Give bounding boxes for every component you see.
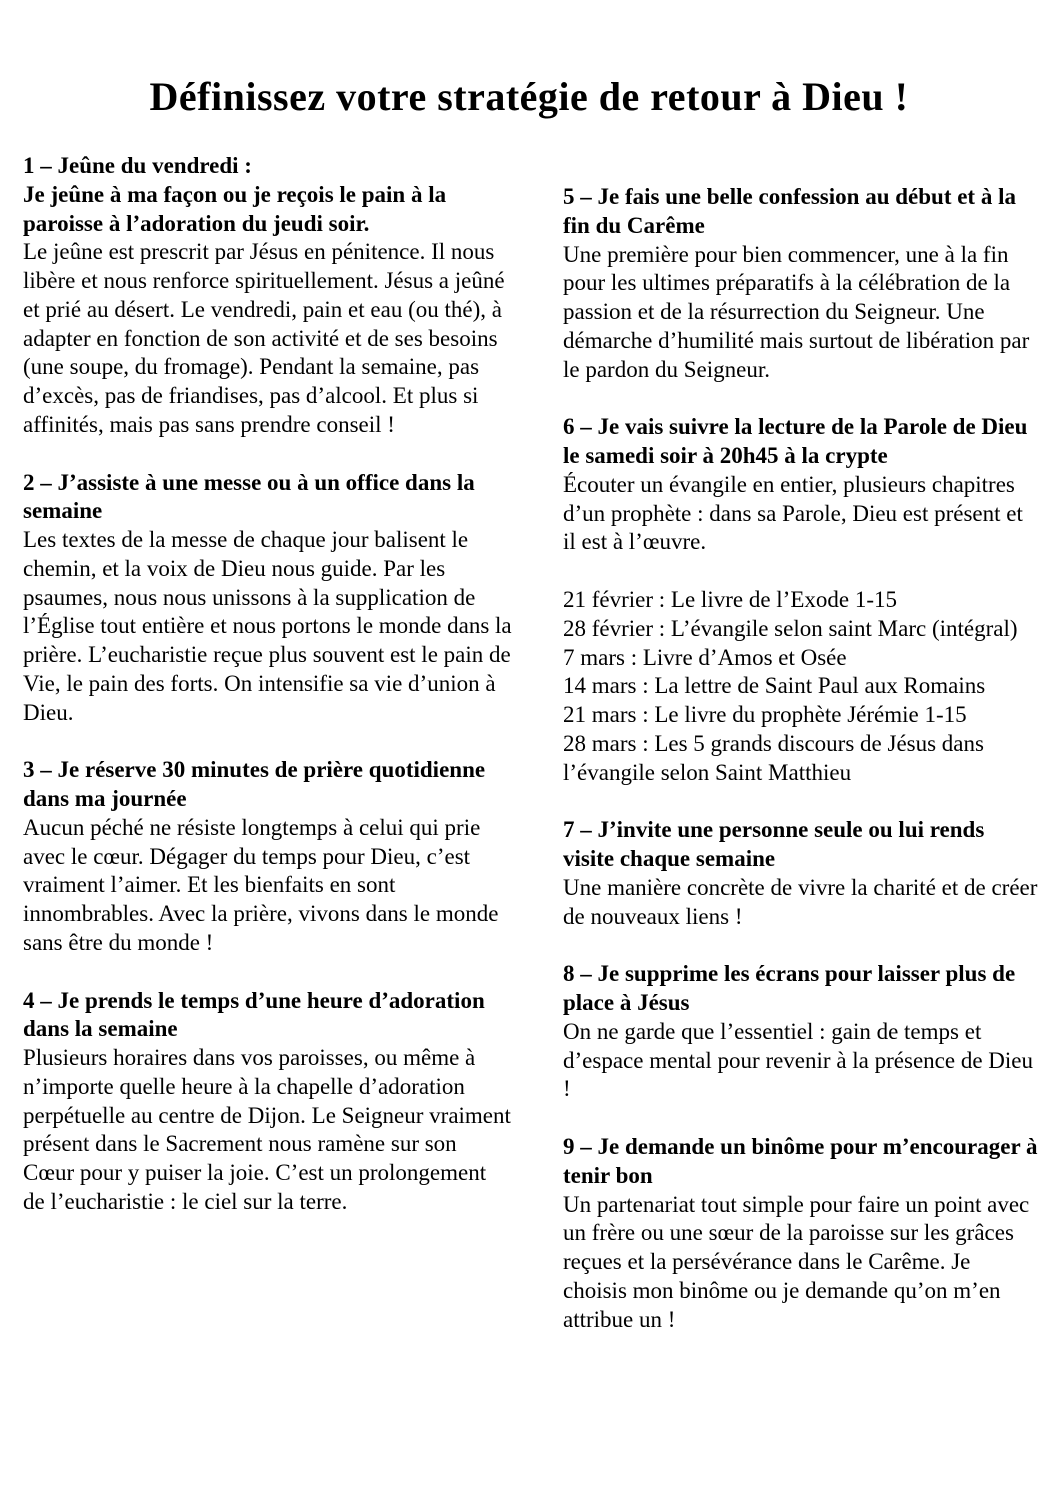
schedule-line: 21 mars : Le livre du prophète Jérémie 1-15 [563, 702, 967, 727]
section-1-heading: 1 – Jeûne du vendredi : [23, 153, 252, 178]
schedule-line: 14 mars : La lettre de Saint Paul aux Romains [563, 673, 986, 699]
section-1-subheading: Je jeûne à ma façon ou je reçois le pain à la paroisse à l’adoration du jeudi soir. [23, 181, 447, 236]
section-3-body: Aucun péché ne résiste longtemps à celui qui prie avec le cœur. Dégager du temps pour Dieu, c’est vraiment l’aimer. Et les bienfaits en sont innombrables. Avec la prière, vivons dans le monde sans être du monde ! [23, 814, 499, 955]
section-7-body: Une manière concrète de vivre la charité et de créer de nouveaux liens ! [563, 874, 1038, 929]
schedule-line: 7 mars : Livre d’Amos et Osée [563, 644, 847, 670]
section-5-heading: 5 – Je fais une belle confession au début et à la fin du Carême [563, 184, 1016, 238]
section-4-heading: 4 – Je prends le temps d’une heure d’adoration dans la semaine [23, 987, 485, 1042]
section-5 [563, 183, 1040, 384]
section-1 [23, 152, 513, 440]
section-1-body: Le jeûne est prescrit par Jésus en pénitence. Il nous libère et nous renforce spirituellement. Jésus a jeûné et prié au désert. Le vendredi, pain et eau (ou thé), à adapter en fonction de son activité et de ses besoins (une soupe, du fromage). Pendant la semaine, pas d’excès, pas de friandises, pas d’alcool. Et plus si affinités, mais pas sans prendre conseil ! [23, 239, 505, 437]
reading-schedule [563, 586, 1040, 787]
section-9 [563, 1133, 1040, 1334]
section-4 [23, 987, 513, 1217]
section-9-heading: 9 – Je demande un binôme pour m’encourager à tenir bon [563, 1134, 1038, 1188]
section-5-body: Une première pour bien commencer, une à la fin pour les ultimes préparatifs à la célébration de la passion et de la résurrection du Seigneur. Une démarche d’humilité mais surtout de libération par le pardon du Seigneur. [563, 241, 1030, 382]
schedule-line: 21 février : Le livre de l’Exode 1-15 [563, 587, 898, 612]
section-6-heading: 6 – Je vais suivre la lecture de la Parole de Dieu le samedi soir à 20h45 à la crypte [563, 414, 1028, 468]
section-4-body: Plusieurs horaires dans vos paroisses, ou même à n’importe quelle heure à la chapelle d’adoration perpétuelle au centre de Dijon. Le Seigneur vraiment présent dans le Sacrement nous ramène sur son Cœur pour y puiser la joie. C’est un prolongement de l’eucharistie : le ciel sur la terre. [23, 1045, 511, 1214]
two-column-layout [0, 152, 1058, 1334]
section-6-body: Écouter un évangile en entier, plusieurs chapitres d’un prophète : dans sa Parole, Dieu est présent et il est à l’œuvre. [563, 471, 1023, 555]
section-3 [23, 756, 513, 957]
page-title: Définissez votre stratégie de retour à Dieu ! [149, 74, 909, 119]
section-8-heading: 8 – Je supprime les écrans pour laisser plus de place à Jésus [563, 961, 1016, 1015]
schedule-line: 28 février : L’évangile selon saint Marc (intégral) [563, 615, 1018, 641]
section-2-body: Les textes de la messe de chaque jour balisent le chemin, et la voix de Dieu nous guide. Par les psaumes, nous nous unissons à la supplication de l’Église tout entière et nous portons le monde dans la prière. L’eucharistie reçue plus souvent est le pain de Vie, le pain des forts. On intensifie sa vie d’union à Dieu. [23, 527, 512, 725]
section-2-heading: 2 – J’assiste à une messe ou à un office dans la semaine [23, 469, 475, 524]
section-9-body: Un partenariat tout simple pour faire un point avec un frère ou une sœur de la paroisse sur les grâces reçues et la persévérance dans le Carême. Je choisis mon binôme ou je demande qu’on m’en attribue un ! [563, 1191, 1030, 1332]
right-column [563, 152, 1040, 1334]
section-6 [563, 413, 1040, 787]
section-7 [563, 816, 1040, 931]
section-8 [563, 960, 1040, 1104]
schedule-line: 28 mars : Les 5 grands discours de Jésus dans l’évangile selon Saint Matthieu [563, 730, 984, 785]
section-3-heading: 3 – Je réserve 30 minutes de prière quotidienne dans ma journée [23, 757, 486, 811]
section-7-heading: 7 – J’invite une personne seule ou lui rends visite chaque semaine [563, 817, 985, 871]
left-column [23, 152, 513, 1334]
section-2 [23, 469, 513, 728]
section-8-body: On ne garde que l’essentiel : gain de temps et d’espace mental pour revenir à la présence de Dieu ! [563, 1018, 1033, 1102]
